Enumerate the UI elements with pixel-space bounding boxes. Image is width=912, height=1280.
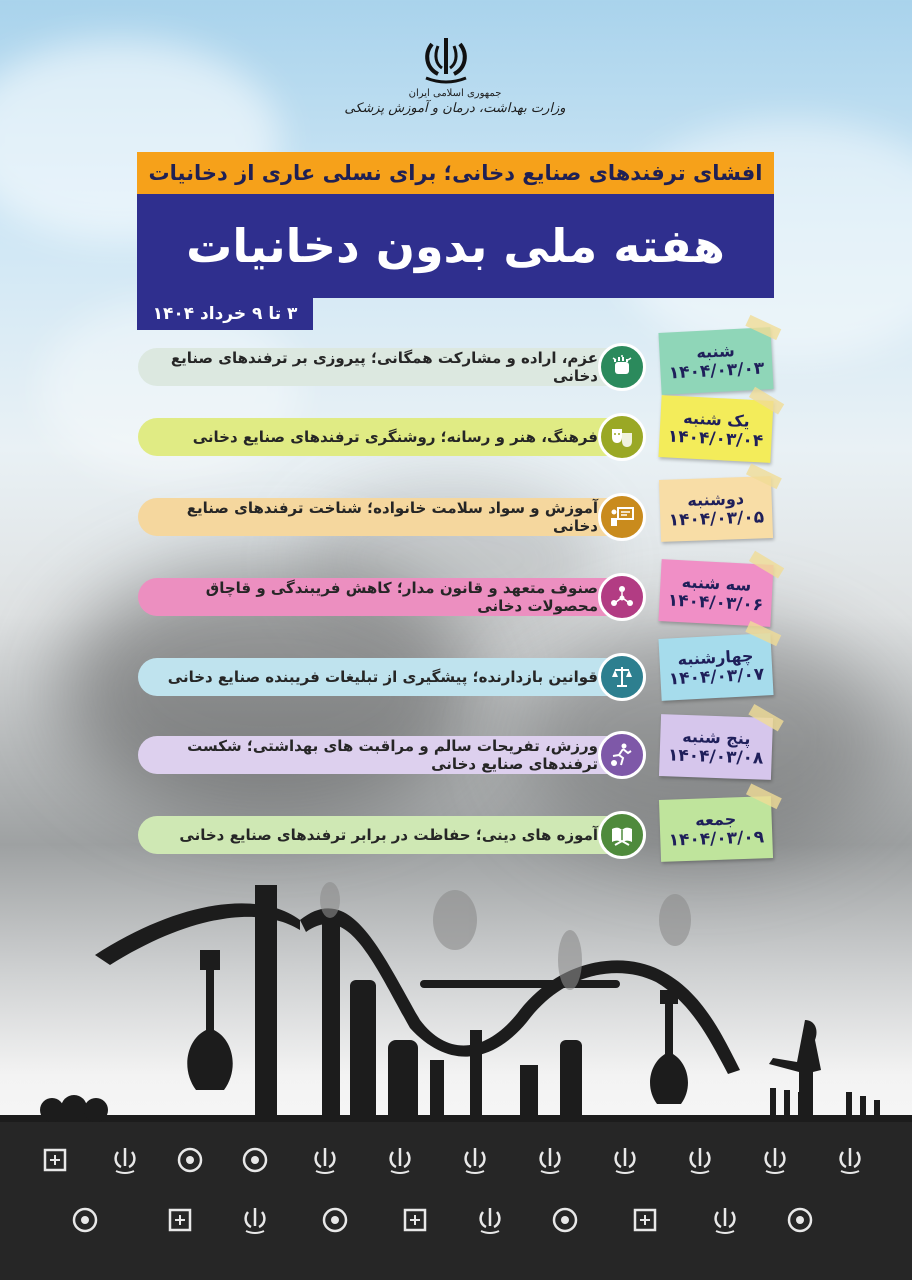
partner-logo-icon bbox=[395, 1200, 435, 1240]
partner-logo-icon bbox=[625, 1200, 665, 1240]
partner-logo-icon bbox=[780, 1200, 820, 1240]
network-people-icon bbox=[598, 573, 646, 621]
weekday-label: شنبه bbox=[695, 340, 736, 362]
page-title: هفته ملی بدون دخانیات bbox=[137, 194, 774, 298]
partner-logo-icon bbox=[830, 1140, 870, 1180]
date-label: ۱۴۰۴/۰۳/۰۳ bbox=[668, 358, 765, 383]
day-theme bbox=[138, 418, 646, 456]
partner-logo-icon bbox=[605, 1140, 645, 1180]
day-theme-text: عزم، اراده و مشارکت همگانی؛ پیروزی بر ترفندهای صنایع دخانی bbox=[170, 349, 598, 385]
partner-logo-icon bbox=[160, 1200, 200, 1240]
date-label: ۱۴۰۴/۰۳/۰۴ bbox=[667, 426, 764, 451]
date-label: ۱۴۰۴/۰۳/۰۸ bbox=[667, 744, 764, 769]
day-theme-text: آموزه های دینی؛ حفاظت در برابر ترفندهای صنایع دخانی bbox=[179, 826, 598, 844]
partner-logo-icon bbox=[235, 1200, 275, 1240]
fist-icon bbox=[598, 343, 646, 391]
day-theme-text: ورزش، تفریحات سالم و مراقبت های بهداشتی؛ شکست ترفندهای صنایع دخانی bbox=[187, 737, 598, 773]
partner-logo-icon bbox=[530, 1140, 570, 1180]
teacher-board-icon bbox=[598, 493, 646, 541]
partner-logo-icon bbox=[545, 1200, 585, 1240]
holy-book-icon bbox=[598, 811, 646, 859]
weekday-label: یک شنبه bbox=[682, 407, 751, 431]
day-theme bbox=[138, 498, 646, 536]
ministry-line2: وزارت بهداشت، درمان و آموزش پزشکی bbox=[344, 101, 566, 116]
partner-logo-icon bbox=[680, 1140, 720, 1180]
weekday-label: دوشنبه bbox=[687, 488, 745, 510]
day-row bbox=[0, 490, 912, 570]
day-theme bbox=[138, 736, 646, 774]
partner-logo-icon bbox=[380, 1140, 420, 1180]
date-note bbox=[658, 559, 773, 627]
partner-logo-icon bbox=[170, 1140, 210, 1180]
partner-logo-icon bbox=[35, 1140, 75, 1180]
scales-justice-icon bbox=[598, 653, 646, 701]
weekday-label: پنج شنبه bbox=[681, 726, 751, 748]
weekday-label: جمعه bbox=[694, 808, 737, 830]
ministry-line1: جمهوری اسلامی ایران bbox=[408, 88, 502, 99]
date-note bbox=[659, 796, 773, 862]
partner-logo-icon bbox=[105, 1140, 145, 1180]
weekday-label: سه شنبه bbox=[681, 571, 752, 595]
date-note bbox=[658, 395, 773, 463]
theater-masks-icon bbox=[598, 413, 646, 461]
date-note bbox=[659, 714, 773, 780]
partner-logo-icon bbox=[235, 1140, 275, 1180]
day-theme bbox=[138, 816, 646, 854]
tobacco-industry-silhouette bbox=[0, 860, 912, 1130]
day-theme-text: قوانین بازدارنده؛ پیشگیری از تبلیغات فریبنده صنایع دخانی bbox=[167, 668, 598, 686]
iran-emblem-icon bbox=[418, 34, 474, 88]
date-label: ۱۴۰۴/۰۳/۰۵ bbox=[668, 506, 765, 531]
partner-logo-icon bbox=[305, 1140, 345, 1180]
date-label: ۱۴۰۴/۰۳/۰۷ bbox=[668, 664, 765, 689]
partner-logo-icon bbox=[755, 1140, 795, 1180]
day-theme bbox=[138, 348, 646, 386]
soccer-player-icon bbox=[598, 731, 646, 779]
day-theme-text: آموزش و سواد سلامت خانواده؛ شناخت ترفندهای صنایع دخانی bbox=[186, 499, 598, 535]
day-theme bbox=[138, 658, 646, 696]
date-label: ۱۴۰۴/۰۳/۰۹ bbox=[668, 826, 765, 851]
partner-logo-icon bbox=[65, 1200, 105, 1240]
partner-logo-icon bbox=[315, 1200, 355, 1240]
date-range: ۳ تا ۹ خرداد ۱۴۰۴ bbox=[137, 298, 313, 330]
date-label: ۱۴۰۴/۰۳/۰۶ bbox=[667, 590, 764, 615]
partner-logo-icon bbox=[455, 1140, 495, 1180]
day-theme bbox=[138, 578, 646, 616]
partner-logo-icon bbox=[470, 1200, 510, 1240]
date-note bbox=[659, 476, 773, 542]
partner-logo-icon bbox=[705, 1200, 745, 1240]
date-note bbox=[658, 633, 773, 701]
ministry-name bbox=[330, 88, 580, 116]
weekday-label: چهارشنبه bbox=[677, 645, 754, 669]
day-theme-text: صنوف متعهد و قانون مدار؛ کاهش فریبندگی و قاچاق محصولات دخانی bbox=[205, 579, 598, 615]
day-theme-text: فرهنگ، هنر و رسانه؛ روشنگری ترفندهای صنایع دخانی bbox=[192, 428, 598, 446]
subtitle-banner: افشای ترفندهای صنایع دخانی؛ برای نسلی عاری از دخانیات bbox=[137, 152, 774, 194]
date-note bbox=[658, 327, 773, 395]
